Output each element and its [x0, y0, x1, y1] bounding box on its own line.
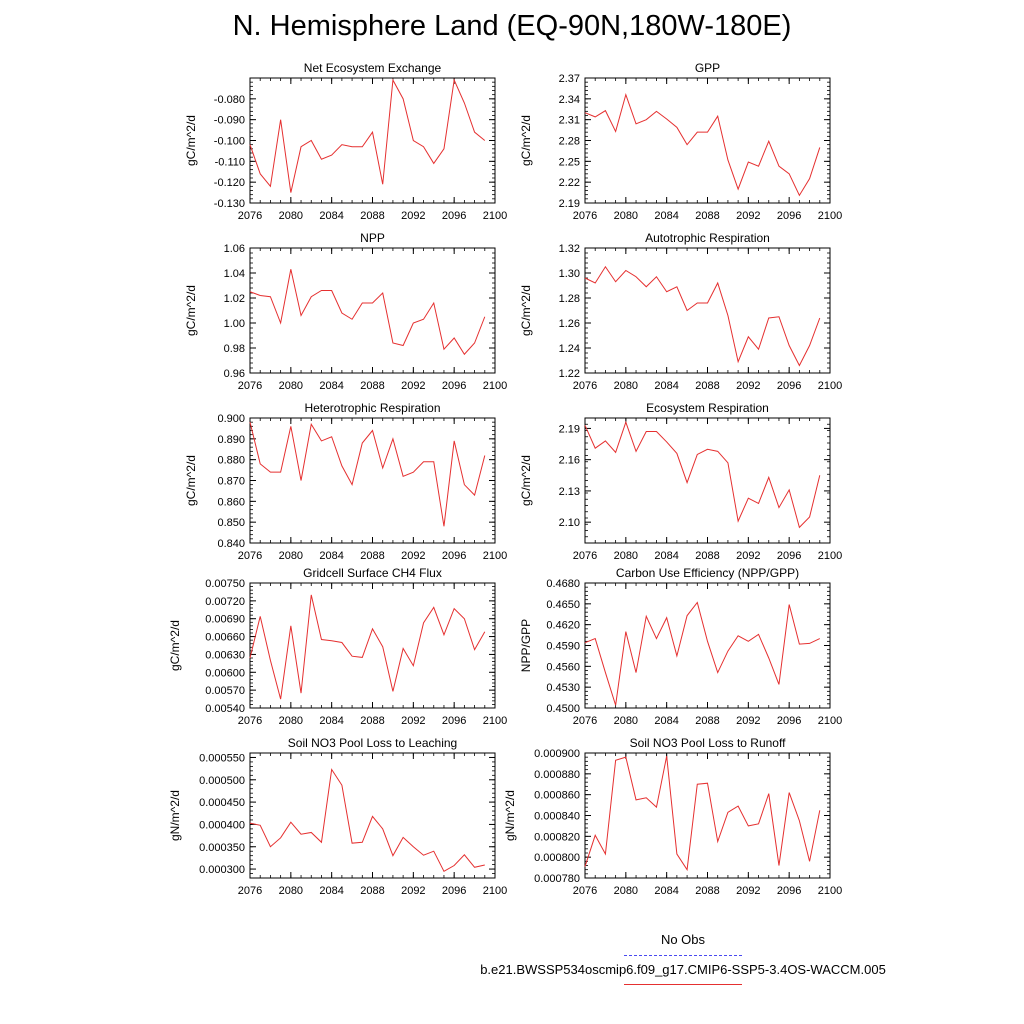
series-line [250, 422, 485, 526]
series-line [585, 756, 820, 870]
y-tick-label: 1.28 [558, 293, 580, 305]
x-tick-label: 2096 [441, 885, 467, 897]
x-tick-label: 2076 [237, 550, 263, 562]
y-tick-label: 2.16 [558, 454, 580, 467]
chart-panel-9 [168, 736, 507, 897]
x-tick-label: 2080 [613, 210, 639, 222]
x-tick-label: 2076 [572, 550, 598, 562]
x-tick-label: 2096 [441, 210, 467, 222]
y-tick-label: -0.100 [213, 135, 245, 148]
y-tick-label: 0.880 [217, 454, 245, 467]
y-tick-label: 1.06 [223, 243, 245, 255]
x-tick-label: 2092 [736, 210, 761, 222]
y-axis-label: gN/m^2/d [168, 790, 182, 841]
chart-panel-8 [519, 566, 842, 727]
x-tick-label: 2080 [613, 380, 639, 392]
y-axis-label: gC/m^2/d [168, 620, 182, 671]
series-line [250, 770, 485, 872]
y-tick-label: 0.4530 [546, 682, 580, 695]
y-axis-label: gC/m^2/d [519, 455, 533, 506]
y-tick-label: 0.00750 [205, 578, 245, 590]
y-tick-label: 2.19 [558, 198, 580, 210]
x-tick-label: 2088 [695, 715, 720, 727]
x-tick-label: 2100 [817, 715, 843, 727]
chart-title: Soil NO3 Pool Loss to Leaching [287, 736, 458, 750]
x-tick-label: 2096 [776, 210, 802, 222]
y-tick-label: 0.00540 [205, 703, 245, 715]
y-tick-label: 0.870 [217, 475, 245, 488]
x-tick-label: 2100 [817, 885, 843, 897]
y-tick-label: 0.000400 [199, 819, 245, 832]
y-tick-label: 2.25 [558, 156, 580, 169]
x-tick-label: 2092 [736, 380, 761, 392]
legend-label-case: b.e21.BWSSP534oscmip6.f09_g17.CMIP6-SSP5-3.4OS-WACCM.005 [480, 962, 886, 977]
plot-frame [250, 248, 495, 373]
y-tick-label: 2.10 [558, 517, 580, 530]
x-tick-label: 2100 [482, 550, 508, 562]
x-tick-label: 2096 [441, 380, 467, 392]
x-tick-label: 2092 [401, 380, 426, 392]
y-tick-label: -0.130 [213, 198, 245, 210]
series-line [250, 80, 485, 193]
y-tick-label: 0.4650 [546, 598, 580, 611]
plot-frame [250, 78, 495, 203]
x-tick-label: 2092 [401, 210, 426, 222]
y-axis-label: gC/m^2/d [519, 285, 533, 336]
y-tick-label: 0.000880 [534, 768, 580, 781]
y-tick-label: 0.4590 [546, 640, 580, 653]
x-tick-label: 2084 [319, 380, 344, 392]
x-tick-label: 2084 [654, 885, 679, 897]
y-tick-label: 1.22 [558, 368, 580, 380]
chart-title: Soil NO3 Pool Loss to Runoff [629, 736, 786, 750]
x-tick-label: 2084 [319, 210, 344, 222]
y-tick-label: 0.000860 [534, 789, 580, 802]
x-tick-label: 2076 [237, 715, 263, 727]
y-tick-label: 0.900 [217, 413, 245, 425]
x-tick-label: 2100 [482, 210, 508, 222]
chart-title: Heterotrophic Respiration [304, 401, 441, 415]
x-tick-label: 2080 [278, 715, 304, 727]
x-tick-label: 2096 [776, 715, 802, 727]
y-tick-label: 2.13 [558, 485, 580, 498]
x-tick-label: 2088 [360, 715, 385, 727]
y-tick-label: -0.090 [213, 114, 245, 127]
legend-label-no-obs: No Obs [660, 932, 706, 947]
plot-frame [585, 78, 830, 203]
legend-line-no-obs [624, 955, 742, 956]
plot-frame [250, 753, 495, 878]
y-tick-label: 0.4680 [546, 578, 580, 590]
x-tick-label: 2084 [654, 380, 679, 392]
chart-panel-4 [519, 231, 842, 392]
y-axis-label: NPP/GPP [519, 618, 533, 673]
y-tick-label: 1.32 [558, 243, 580, 255]
y-tick-label: -0.120 [213, 177, 245, 190]
chart-panel-10 [503, 736, 842, 897]
y-axis-label: gC/m^2/d [184, 115, 198, 166]
y-tick-label: 0.000840 [534, 810, 580, 823]
x-tick-label: 2092 [401, 715, 426, 727]
x-tick-label: 2084 [654, 715, 679, 727]
chart-panel-7 [168, 566, 507, 727]
y-tick-label: 0.000900 [534, 748, 580, 760]
x-tick-label: 2100 [817, 380, 843, 392]
x-tick-label: 2092 [401, 550, 426, 562]
x-tick-label: 2100 [482, 885, 508, 897]
chart-panel-3 [184, 231, 507, 392]
legend-line-case [624, 984, 742, 985]
x-tick-label: 2088 [360, 550, 385, 562]
y-tick-label: 0.000550 [199, 752, 245, 765]
y-tick-label: 0.890 [217, 433, 245, 446]
y-tick-label: 0.00660 [205, 631, 245, 644]
x-tick-label: 2088 [360, 380, 385, 392]
x-tick-label: 2092 [736, 885, 761, 897]
x-tick-label: 2092 [736, 715, 761, 727]
x-tick-label: 2084 [654, 210, 679, 222]
x-tick-label: 2096 [441, 715, 467, 727]
y-tick-label: 0.860 [217, 496, 245, 509]
series-line [585, 422, 820, 527]
x-tick-label: 2076 [572, 380, 598, 392]
x-tick-label: 2080 [278, 550, 304, 562]
y-tick-label: 0.840 [217, 538, 245, 550]
plot-frame [585, 753, 830, 878]
x-tick-label: 2084 [319, 715, 344, 727]
plot-frame [250, 583, 495, 708]
y-tick-label: 0.00690 [205, 613, 245, 626]
x-tick-label: 2084 [319, 550, 344, 562]
y-tick-label: -0.110 [214, 156, 245, 169]
y-tick-label: 2.34 [558, 93, 580, 106]
x-tick-label: 2084 [319, 885, 344, 897]
plot-frame [585, 583, 830, 708]
plot-frame [250, 418, 495, 543]
series-line [250, 269, 485, 354]
x-tick-label: 2088 [695, 210, 720, 222]
y-tick-label: 0.000780 [534, 873, 580, 885]
x-tick-label: 2092 [401, 885, 426, 897]
y-tick-label: 0.98 [223, 343, 245, 355]
page-title: N. Hemisphere Land (EQ-90N,180W-180E) [232, 10, 792, 42]
y-tick-label: 0.4620 [546, 619, 580, 632]
y-tick-label: 0.000500 [199, 774, 245, 787]
x-tick-label: 2100 [817, 550, 843, 562]
chart-title: Autotrophic Respiration [645, 231, 770, 245]
x-tick-label: 2080 [278, 210, 304, 222]
y-tick-label: 1.00 [223, 318, 245, 330]
y-tick-label: 1.26 [558, 318, 580, 330]
series-line [585, 95, 820, 196]
y-tick-label: 0.00600 [205, 667, 245, 680]
series-line [250, 595, 485, 699]
plot-frame [585, 418, 830, 543]
x-tick-label: 2076 [237, 885, 263, 897]
x-tick-label: 2076 [572, 210, 598, 222]
x-tick-label: 2080 [613, 715, 639, 727]
y-tick-label: 1.02 [223, 293, 245, 305]
y-tick-label: 0.4500 [546, 703, 580, 715]
x-tick-label: 2088 [695, 550, 720, 562]
chart-title: Net Ecosystem Exchange [303, 61, 442, 75]
x-tick-label: 2096 [441, 550, 467, 562]
chart-panel-1 [184, 61, 507, 222]
x-tick-label: 2076 [572, 885, 598, 897]
chart-title: Ecosystem Respiration [646, 401, 769, 415]
chart-panel-6 [519, 401, 842, 562]
chart-panel-2 [519, 61, 842, 222]
x-tick-label: 2084 [654, 550, 679, 562]
x-tick-label: 2088 [695, 885, 720, 897]
x-tick-label: 2096 [776, 380, 802, 392]
chart-title: NPP [360, 231, 385, 245]
series-line [585, 602, 820, 705]
x-tick-label: 2096 [776, 550, 802, 562]
y-tick-label: 2.22 [558, 177, 580, 190]
y-tick-label: 0.000300 [199, 864, 245, 877]
x-tick-label: 2080 [278, 380, 304, 392]
x-tick-label: 2088 [695, 380, 720, 392]
chart-title: GPP [694, 61, 721, 75]
x-tick-label: 2076 [237, 380, 263, 392]
y-tick-label: -0.080 [213, 93, 245, 106]
y-tick-label: 2.31 [558, 114, 580, 127]
y-tick-label: 0.000820 [534, 831, 580, 844]
x-tick-label: 2088 [360, 885, 385, 897]
y-tick-label: 0.4560 [546, 661, 580, 674]
y-axis-label: gC/m^2/d [184, 285, 198, 336]
y-tick-label: 0.00630 [205, 649, 245, 662]
y-tick-label: 1.30 [558, 268, 580, 280]
y-tick-label: 1.04 [223, 268, 245, 280]
x-tick-label: 2092 [736, 550, 761, 562]
y-tick-label: 0.850 [217, 517, 245, 530]
x-tick-label: 2088 [360, 210, 385, 222]
y-axis-label: gC/m^2/d [184, 455, 198, 506]
y-tick-label: 0.96 [223, 368, 245, 380]
chart-title: Gridcell Surface CH4 Flux [303, 566, 442, 580]
y-axis-label: gC/m^2/d [519, 115, 533, 166]
y-tick-label: 1.24 [558, 343, 580, 355]
series-line [585, 267, 820, 366]
x-tick-label: 2100 [482, 380, 508, 392]
y-tick-label: 2.19 [558, 423, 580, 436]
x-tick-label: 2080 [278, 885, 304, 897]
y-tick-label: 2.37 [558, 73, 580, 85]
chart-title: Carbon Use Efficiency (NPP/GPP) [615, 566, 800, 580]
y-tick-label: 0.00570 [205, 685, 245, 698]
y-tick-label: 0.000800 [534, 852, 580, 865]
x-tick-label: 2076 [237, 210, 263, 222]
x-tick-label: 2100 [817, 210, 843, 222]
y-tick-label: 2.28 [558, 135, 580, 148]
x-tick-label: 2100 [482, 715, 508, 727]
chart-panel-5 [184, 401, 507, 562]
x-tick-label: 2096 [776, 885, 802, 897]
y-tick-label: 0.000350 [199, 841, 245, 854]
x-tick-label: 2080 [613, 550, 639, 562]
y-tick-label: 0.000450 [199, 797, 245, 810]
x-tick-label: 2076 [572, 715, 598, 727]
x-tick-label: 2080 [613, 885, 639, 897]
y-axis-label: gN/m^2/d [503, 790, 517, 841]
y-tick-label: 0.00720 [205, 595, 245, 608]
